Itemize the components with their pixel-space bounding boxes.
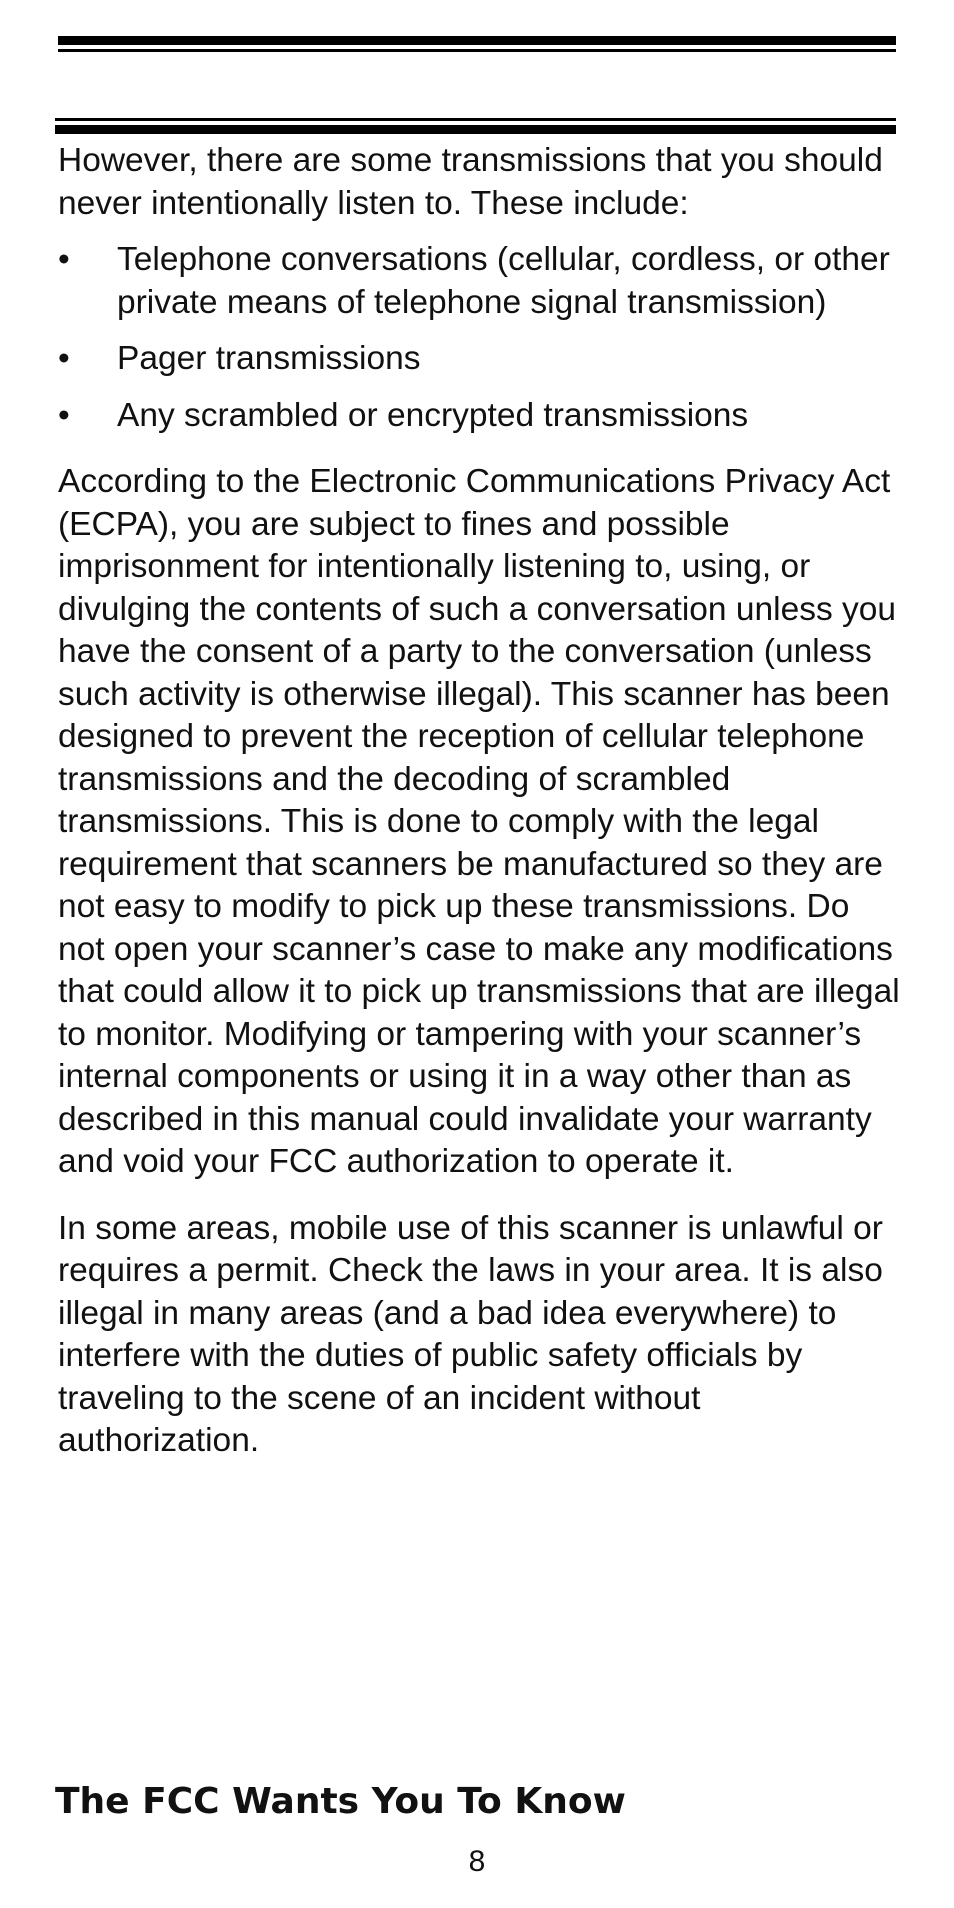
header-rule-thick-lower — [55, 125, 896, 134]
list-item-text: Any scrambled or encrypted transmissions — [117, 396, 749, 434]
bullet-marker: • — [58, 396, 70, 434]
bullet-marker: • — [58, 241, 70, 278]
page-number: 8 — [468, 1845, 486, 1878]
intro-paragraph: However, there are some transmissions that you should never intentionally listen to. These include: — [58, 142, 883, 222]
prohibited-transmissions-list — [58, 239, 900, 437]
list-item — [58, 395, 900, 438]
list-item-text: Pager transmissions — [117, 340, 421, 377]
bullet-marker: • — [58, 340, 70, 377]
list-item-text: Telephone conversations (cellular, cordless, or other private means of telephone signal transmission) — [117, 241, 890, 321]
header-rule-thin — [58, 49, 896, 52]
list-item — [58, 239, 900, 324]
mobile-use-paragraph: In some areas, mobile use of this scanner is unlawful or requires a permit. Check the laws in your area. It is also illegal in many areas (and a bad idea everywhere) to interfere with the duties of public safety officials by traveling to the scene of an incident without authorization. — [58, 1209, 883, 1459]
ecpa-paragraph: According to the Electronic Communications Privacy Act (ECPA), you are subject to fines and possible imprisonment for intentionally listening to, using, or divulging the contents of such a conversation unless you have the consent of a party to the conversation (unless such activity is otherwise illegal). This scanner has been designed to prevent the reception of cellular telephone transmissions and the decoding of scrambled transmissions. This is done to comply with the legal requirement that scanners be manufactured so they are not easy to modify to pick up these transmissions. Do not open your scanner’s case to make any modifications that could allow it to pick up transmissions that are illegal to monitor. Modifying or tampering with your scanner’s internal components or using it in a way other than as described in this manual could invalidate your warranty and void your FCC authorization to operate it. — [58, 463, 900, 1180]
header-rule-thin-lower — [55, 118, 896, 121]
list-item — [58, 338, 900, 381]
section-title: The FCC Wants You To Know — [55, 1781, 626, 1822]
header-rule-thick — [58, 36, 896, 45]
page-body — [58, 140, 900, 1487]
